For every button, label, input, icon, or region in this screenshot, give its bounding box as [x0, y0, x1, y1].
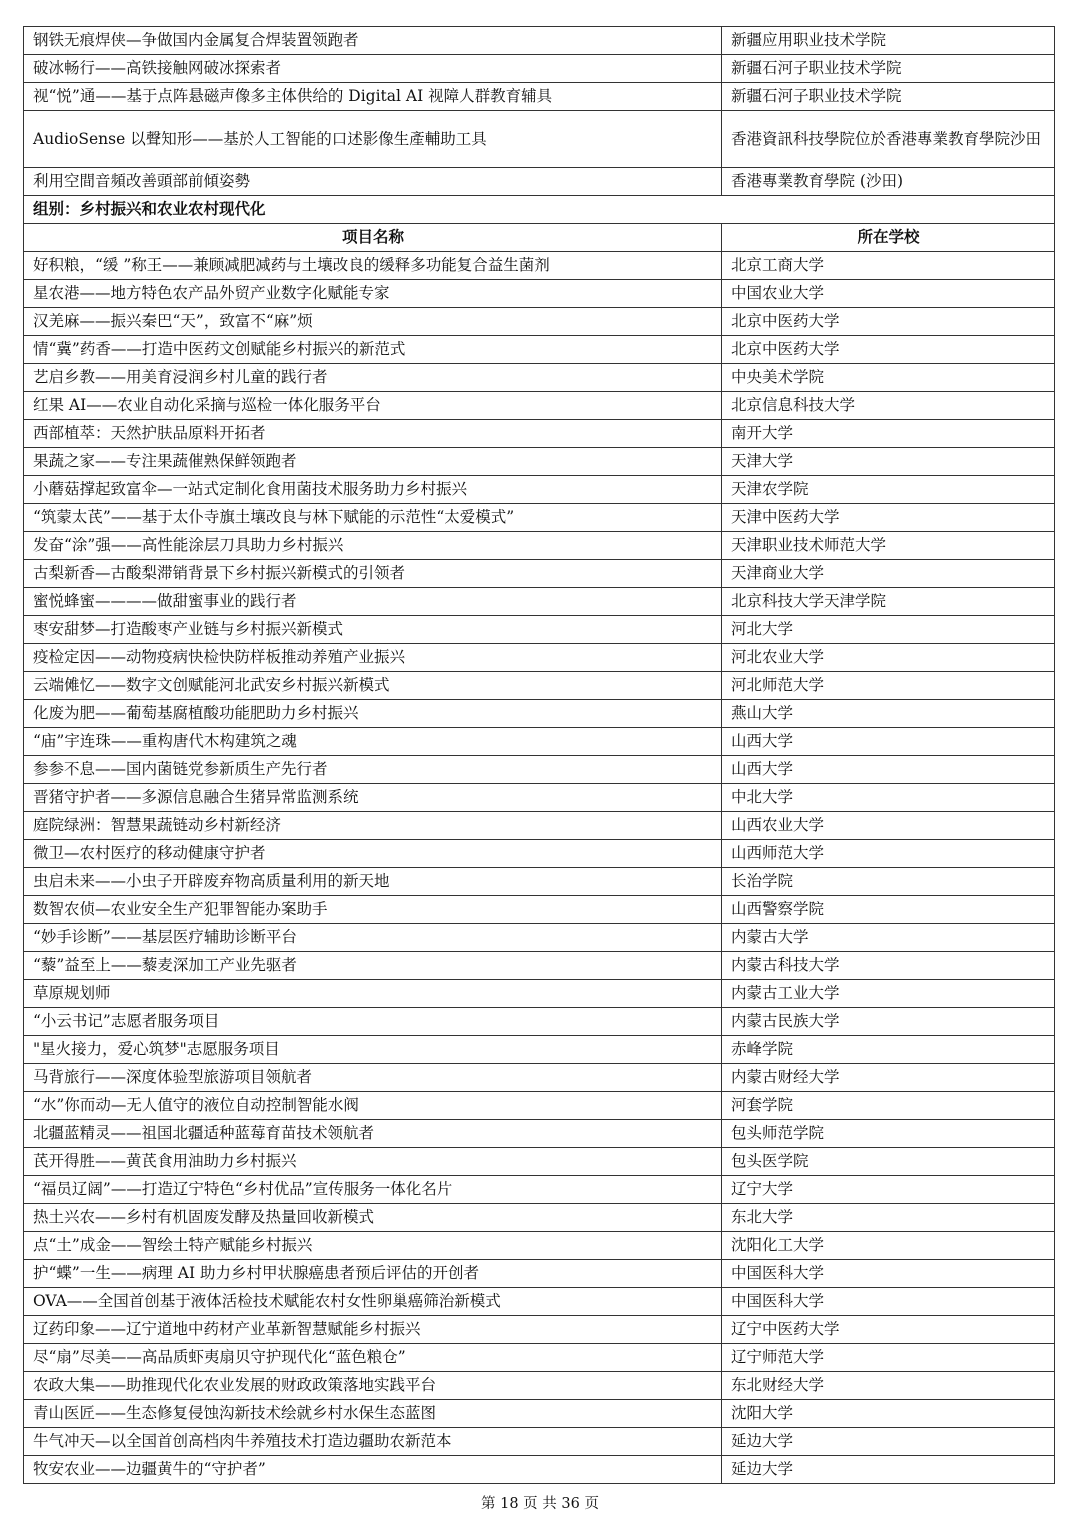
table-row	[24, 1064, 1055, 1092]
table-row	[24, 1260, 1055, 1288]
project-name-cell: 云端傩忆——数字文创赋能河北武安乡村振兴新模式	[24, 672, 722, 700]
school-cell: 新疆石河子职业技术学院	[722, 83, 1055, 111]
project-name-cell: 枣安甜梦—打造酸枣产业链与乡村振兴新模式	[24, 616, 722, 644]
project-name-cell: 青山医匠——生态修复侵蚀沟新技术绘就乡村水保生态蓝图	[24, 1400, 722, 1428]
school-cell: 天津大学	[722, 448, 1055, 476]
school-cell: 河北师范大学	[722, 672, 1055, 700]
school-cell: 香港資訊科技學院位於香港專業教育學院沙田	[722, 111, 1055, 168]
project-name-cell: 尽“扇”尽美——高品质虾夷扇贝守护现代化“蓝色粮仓”	[24, 1344, 722, 1372]
project-table	[23, 26, 1055, 1484]
project-name-cell: 钢铁无痕焊侠—争做国内金属复合焊装置领跑者	[24, 27, 722, 55]
project-name-cell: 汉羌麻——振兴秦巴“天”，致富不“麻”烦	[24, 308, 722, 336]
table-row	[24, 1092, 1055, 1120]
project-name-cell: 果蔬之家——专注果蔬催熟保鲜领跑者	[24, 448, 722, 476]
project-name-cell: 草原规划师	[24, 980, 722, 1008]
school-cell: 延边大学	[722, 1428, 1055, 1456]
school-cell: 河北农业大学	[722, 644, 1055, 672]
school-cell: 天津农学院	[722, 476, 1055, 504]
project-name-cell: 疫检定因——动物疫病快检快防样板推动养殖产业振兴	[24, 644, 722, 672]
project-name-cell: 庭院绿洲：智慧果蔬链动乡村新经济	[24, 812, 722, 840]
school-cell: 中国医科大学	[722, 1288, 1055, 1316]
school-cell: 北京工商大学	[722, 252, 1055, 280]
school-cell: 辽宁中医药大学	[722, 1316, 1055, 1344]
table-row	[24, 1204, 1055, 1232]
table-row	[24, 896, 1055, 924]
project-name-cell: AudioSense 以聲知形——基於人工智能的口述影像生產輔助工具	[24, 111, 722, 168]
school-cell: 沈阳大学	[722, 1400, 1055, 1428]
table-row	[24, 27, 1055, 55]
project-name-cell: 西部植萃：天然护肤品原料开拓者	[24, 420, 722, 448]
table-row	[24, 728, 1055, 756]
header-school: 所在学校	[722, 224, 1055, 252]
project-name-cell: 热土兴农——乡村有机固废发酵及热量回收新模式	[24, 1204, 722, 1232]
project-name-cell: 利用空間音頻改善頭部前傾姿勢	[24, 168, 722, 196]
table-row	[24, 1456, 1055, 1484]
project-name-cell: 红果 AI——农业自动化采摘与巡检一体化服务平台	[24, 392, 722, 420]
project-name-cell: 北疆蓝精灵——祖国北疆适种蓝莓育苗技术领航者	[24, 1120, 722, 1148]
school-cell: 赤峰学院	[722, 1036, 1055, 1064]
group-label: 组别：乡村振兴和农业农村现代化	[24, 196, 1055, 224]
table-row	[24, 616, 1055, 644]
table-row	[24, 1316, 1055, 1344]
project-name-cell: 小蘑菇撑起致富伞—一站式定制化食用菌技术服务助力乡村振兴	[24, 476, 722, 504]
school-cell: 内蒙古工业大学	[722, 980, 1055, 1008]
project-name-cell: 情“冀”药香——打造中医药文创赋能乡村振兴的新范式	[24, 336, 722, 364]
project-name-cell: “小云书记”志愿者服务项目	[24, 1008, 722, 1036]
table-row	[24, 1148, 1055, 1176]
school-cell: 辽宁师范大学	[722, 1344, 1055, 1372]
project-name-cell: 牧安农业——边疆黄牛的“守护者”	[24, 1456, 722, 1484]
school-cell: 山西师范大学	[722, 840, 1055, 868]
header-project: 项目名称	[24, 224, 722, 252]
table-row	[24, 1428, 1055, 1456]
school-cell: 山西大学	[722, 756, 1055, 784]
school-cell: 天津职业技术师范大学	[722, 532, 1055, 560]
project-name-cell: 蜜悦蜂蜜————做甜蜜事业的践行者	[24, 588, 722, 616]
school-cell: 东北大学	[722, 1204, 1055, 1232]
table-row	[24, 392, 1055, 420]
table-row	[24, 672, 1055, 700]
school-cell: 中国医科大学	[722, 1260, 1055, 1288]
school-cell: 山西警察学院	[722, 896, 1055, 924]
table-row	[24, 1344, 1055, 1372]
project-name-cell: 辽药印象——辽宁道地中药材产业革新智慧赋能乡村振兴	[24, 1316, 722, 1344]
table-row	[24, 280, 1055, 308]
project-name-cell: “筑蒙太芪”——基于太仆寺旗土壤改良与林下赋能的示范性“太爱模式”	[24, 504, 722, 532]
table-row	[24, 1008, 1055, 1036]
table-row	[24, 588, 1055, 616]
table-row	[24, 952, 1055, 980]
school-cell: 天津中医药大学	[722, 504, 1055, 532]
table-row	[24, 1036, 1055, 1064]
project-name-cell: 微卫—农村医疗的移动健康守护者	[24, 840, 722, 868]
table-row	[24, 1232, 1055, 1260]
table-row	[24, 55, 1055, 83]
school-cell: 北京信息科技大学	[722, 392, 1055, 420]
school-cell: 新疆应用职业技术学院	[722, 27, 1055, 55]
table-row	[24, 336, 1055, 364]
table-row	[24, 420, 1055, 448]
school-cell: 包头医学院	[722, 1148, 1055, 1176]
table-row	[24, 476, 1055, 504]
project-name-cell: 马背旅行——深度体验型旅游项目领航者	[24, 1064, 722, 1092]
school-cell: 南开大学	[722, 420, 1055, 448]
school-cell: 燕山大学	[722, 700, 1055, 728]
school-cell: 北京科技大学天津学院	[722, 588, 1055, 616]
table-row	[24, 756, 1055, 784]
table-row	[24, 1288, 1055, 1316]
project-name-cell: “妙手诊断”——基层医疗辅助诊断平台	[24, 924, 722, 952]
table-row	[24, 532, 1055, 560]
project-name-cell: “藜”益至上——藜麦深加工产业先驱者	[24, 952, 722, 980]
table-row	[24, 1176, 1055, 1204]
project-name-cell: 参参不息——国内菌链党参新质生产先行者	[24, 756, 722, 784]
school-cell: 内蒙古大学	[722, 924, 1055, 952]
school-cell: 辽宁大学	[722, 1176, 1055, 1204]
project-name-cell: 视“悦”通——基于点阵悬磁声像多主体供给的 Digital AI 视障人群教育辅具	[24, 83, 722, 111]
table-row	[24, 504, 1055, 532]
project-name-cell: 护“蝶”一生——病理 AI 助力乡村甲状腺癌患者预后评估的开创者	[24, 1260, 722, 1288]
school-cell: 北京中医药大学	[722, 308, 1055, 336]
table-row	[24, 812, 1055, 840]
school-cell: 河套学院	[722, 1092, 1055, 1120]
project-name-cell: 点“土”成金——智绘土特产赋能乡村振兴	[24, 1232, 722, 1260]
school-cell: 沈阳化工大学	[722, 1232, 1055, 1260]
school-cell: 长治学院	[722, 868, 1055, 896]
project-name-cell: 星农港——地方特色农产品外贸产业数字化赋能专家	[24, 280, 722, 308]
project-name-cell: 好积粮，“缓 ”称王——兼顾减肥减药与土壤改良的缓释多功能复合益生菌剂	[24, 252, 722, 280]
project-name-cell: “福员辽阔”——打造辽宁特色“乡村优品”宣传服务一体化名片	[24, 1176, 722, 1204]
school-cell: 香港專業教育學院 (沙田)	[722, 168, 1055, 196]
school-cell: 中央美术学院	[722, 364, 1055, 392]
table-row	[24, 980, 1055, 1008]
school-cell: 内蒙古民族大学	[722, 1008, 1055, 1036]
project-name-cell: 虫启未来——小虫子开辟废弃物高质量利用的新天地	[24, 868, 722, 896]
school-cell: 中国农业大学	[722, 280, 1055, 308]
school-cell: 山西大学	[722, 728, 1055, 756]
school-cell: 延边大学	[722, 1456, 1055, 1484]
table-row	[24, 308, 1055, 336]
table-row	[24, 1400, 1055, 1428]
school-cell: 东北财经大学	[722, 1372, 1055, 1400]
table-row	[24, 252, 1055, 280]
school-cell: 中北大学	[722, 784, 1055, 812]
table-row	[24, 1372, 1055, 1400]
table-row	[24, 1120, 1055, 1148]
school-cell: 内蒙古科技大学	[722, 952, 1055, 980]
project-name-cell: “水”你而动—无人值守的液位自动控制智能水阀	[24, 1092, 722, 1120]
project-name-cell: 芪开得胜——黄芪食用油助力乡村振兴	[24, 1148, 722, 1176]
project-name-cell: “庙”宇连珠——重构唐代木构建筑之魂	[24, 728, 722, 756]
table-row	[24, 83, 1055, 111]
table-row	[24, 448, 1055, 476]
table-row	[24, 840, 1055, 868]
school-cell: 河北大学	[722, 616, 1055, 644]
project-name-cell: 破冰畅行——高铁接触网破冰探索者	[24, 55, 722, 83]
project-name-cell: OVA——全国首创基于液体活检技术赋能农村女性卵巢癌筛治新模式	[24, 1288, 722, 1316]
table-row	[24, 924, 1055, 952]
table-row	[24, 364, 1055, 392]
project-name-cell: "星火接力，爱心筑梦"志愿服务项目	[24, 1036, 722, 1064]
project-name-cell: 牛气冲天—以全国首创高档肉牛养殖技术打造边疆助农新范本	[24, 1428, 722, 1456]
table-row	[24, 784, 1055, 812]
project-name-cell: 数智农侦—农业安全生产犯罪智能办案助手	[24, 896, 722, 924]
school-cell: 北京中医药大学	[722, 336, 1055, 364]
project-name-cell: 晋猪守护者——多源信息融合生猪异常监测系统	[24, 784, 722, 812]
school-cell: 新疆石河子职业技术学院	[722, 55, 1055, 83]
table-row	[24, 644, 1055, 672]
group-row	[24, 196, 1055, 224]
table-row	[24, 111, 1055, 168]
project-name-cell: 化废为肥——葡萄基腐植酸功能肥助力乡村振兴	[24, 700, 722, 728]
school-cell: 天津商业大学	[722, 560, 1055, 588]
table-row	[24, 868, 1055, 896]
table-body	[24, 27, 1055, 1484]
project-name-cell: 发奋“涂”强——高性能涂层刀具助力乡村振兴	[24, 532, 722, 560]
table-row	[24, 560, 1055, 588]
header-row	[24, 224, 1055, 252]
project-name-cell: 古梨新香—古酸梨滞销背景下乡村振兴新模式的引领者	[24, 560, 722, 588]
table-row	[24, 700, 1055, 728]
school-cell: 山西农业大学	[722, 812, 1055, 840]
project-name-cell: 农政大集——助推现代化农业发展的财政政策落地实践平台	[24, 1372, 722, 1400]
school-cell: 包头师范学院	[722, 1120, 1055, 1148]
page-footer: 第 18 页 共 36 页	[481, 1496, 599, 1512]
project-name-cell: 艺启乡教——用美育浸润乡村儿童的践行者	[24, 364, 722, 392]
school-cell: 内蒙古财经大学	[722, 1064, 1055, 1092]
table-row	[24, 168, 1055, 196]
